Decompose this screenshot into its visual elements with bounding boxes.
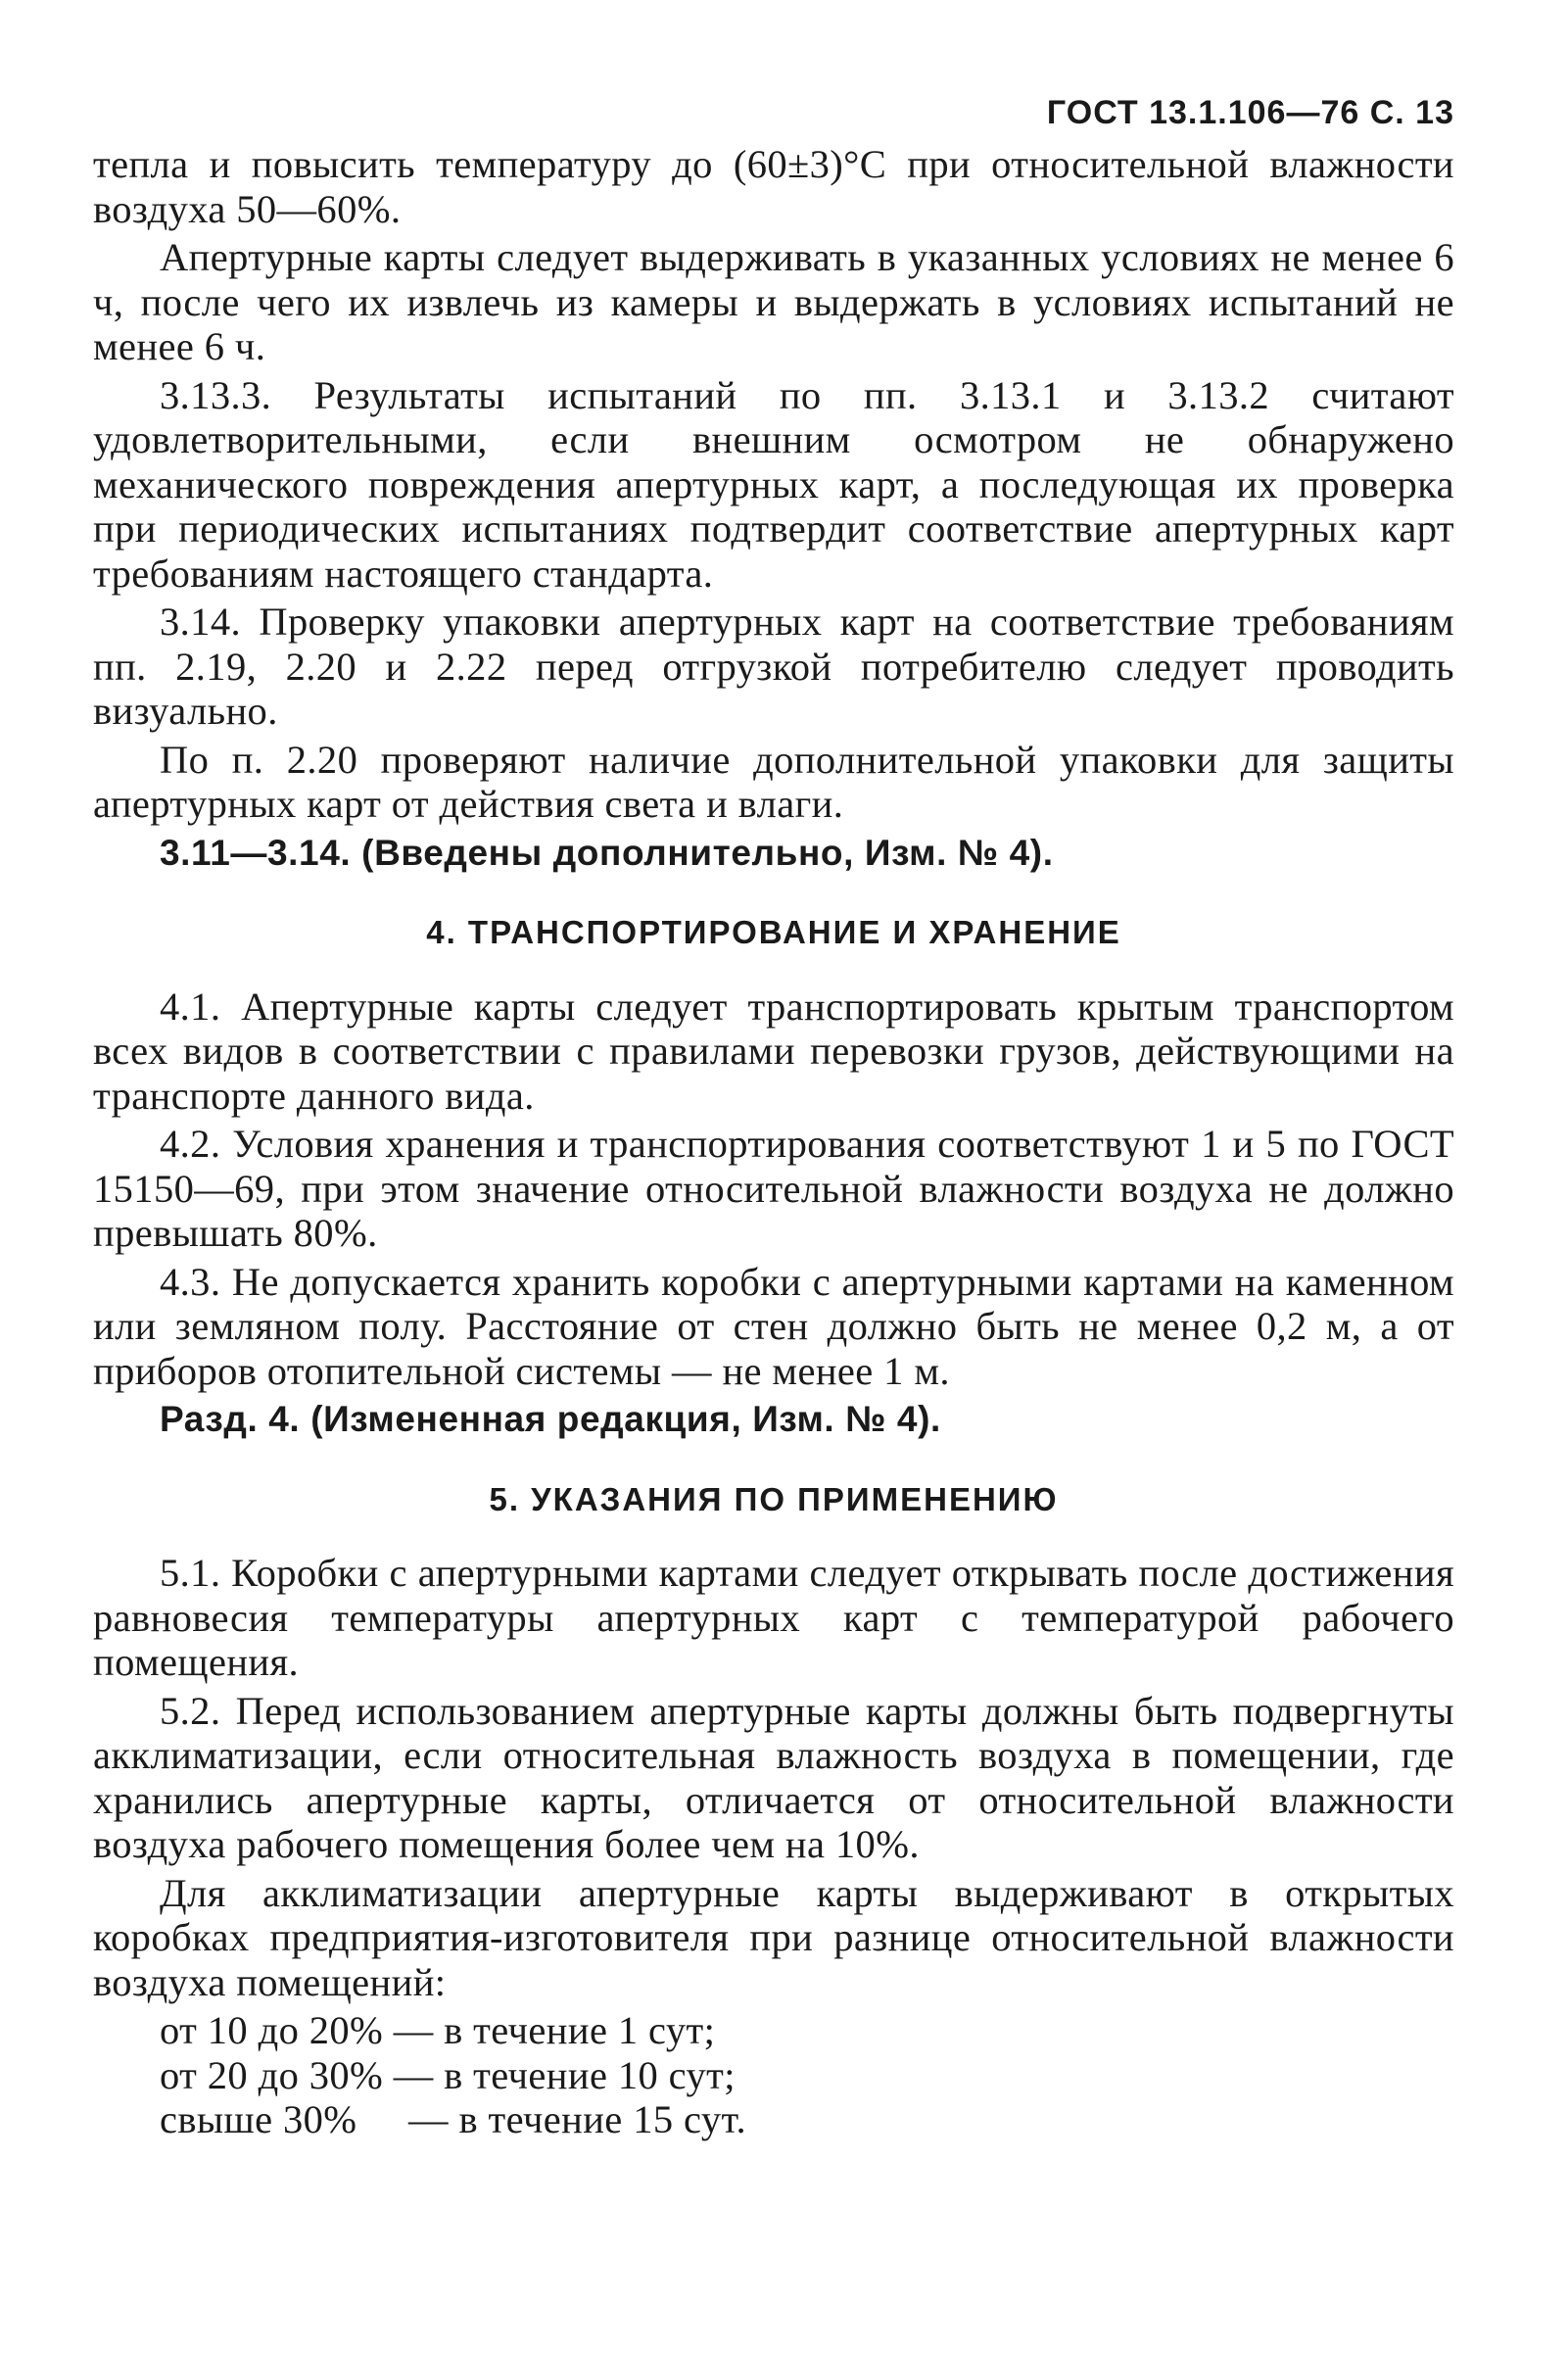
amendment-note-4: Разд. 4. (Измененная редакция, Изм. № 4). xyxy=(160,1399,941,1439)
list-item: свыше 30% — в течение 15 сут. xyxy=(160,2097,747,2141)
paragraph-4-1: 4.1. Апертурные карты следует транспортировать крытым транспортом всех видов в соответствии с правилами перевозки грузов, действующими на транспорте данного вида. xyxy=(93,984,1454,1118)
paragraph-acclimatization: Для акклиматизации апертурные карты выдерживают в открытых коробках предприятия-изготовителя при разнице относительной влажности воздуха помещений: xyxy=(93,1870,1454,2004)
list-item: от 20 до 30% — в течение 10 сут; xyxy=(160,2052,736,2097)
list-item: от 10 до 20% — в течение 1 сут; xyxy=(160,2008,716,2052)
paragraph-5-1: 5.1. Коробки с апертурными картами следует открывать после достижения равновесия температуры апертурных карт с температурой рабочего помещения. xyxy=(93,1551,1454,1684)
document-page xyxy=(93,93,1454,2142)
page-header: ГОСТ 13.1.106—76 С. 13 xyxy=(1046,94,1454,131)
paragraph-3-14: 3.14. Проверку упаковки апертурных карт на соответствие требованиям пп. 2.19, 2.20 и 2.22 перед отгрузкой потребителю следует проводить визуально. xyxy=(93,600,1454,733)
paragraph-4-2: 4.2. Условия хранения и транспортирования соответствуют 1 и 5 по ГОСТ 15150—69, при этом значение относительной влажности воздуха не должно превышать 80%. xyxy=(93,1122,1454,1255)
paragraph-4-3: 4.3. Не допускается хранить коробки с апертурными картами на каменном или земляном полу. Расстояние от стен должно быть не менее 0,2 м, а от приборов отопительной системы — не менее 1 м. xyxy=(93,1259,1454,1393)
paragraph-conditions: Апертурные карты следует выдерживать в указанных условиях не менее 6 ч, после чего их извлечь из камеры и выдержать в условиях испытаний не менее 6 ч. xyxy=(93,235,1454,368)
amendment-note-3: 3.11—3.14. (Введены дополнительно, Изм. № 4). xyxy=(160,832,1054,873)
paragraph-continuation: тепла и повысить температуру до (60±3)°С при относительной влажности воздуха 50—60%. xyxy=(93,142,1454,231)
section-5-heading: 5. УКАЗАНИЯ ПО ПРИМЕНЕНИЮ xyxy=(489,1480,1059,1517)
section-4-heading: 4. ТРАНСПОРТИРОВАНИЕ И ХРАНЕНИЕ xyxy=(426,914,1121,950)
paragraph-2-20-check: По п. 2.20 проверяют наличие дополнительной упаковки для защиты апертурных карт от действия света и влаги. xyxy=(93,737,1454,826)
paragraph-5-2: 5.2. Перед использованием апертурные карты должны быть подвергнуты акклиматизации, если относительная влажность воздуха в помещении, где хранились апертурные карты, отличается от относительной влажности воздуха рабочего помещения более чем на 10%. xyxy=(93,1688,1454,1866)
paragraph-3-13-3: 3.13.3. Результаты испытаний по пп. 3.13.1 и 3.13.2 считают удовлетворительными, если внешним осмотром не обнаружено механического повреждения апертурных карт, а последующая их проверка при периодических испытаниях подтвердит соответствие апертурных карт требованиям настоящего стандарта. xyxy=(93,372,1454,596)
